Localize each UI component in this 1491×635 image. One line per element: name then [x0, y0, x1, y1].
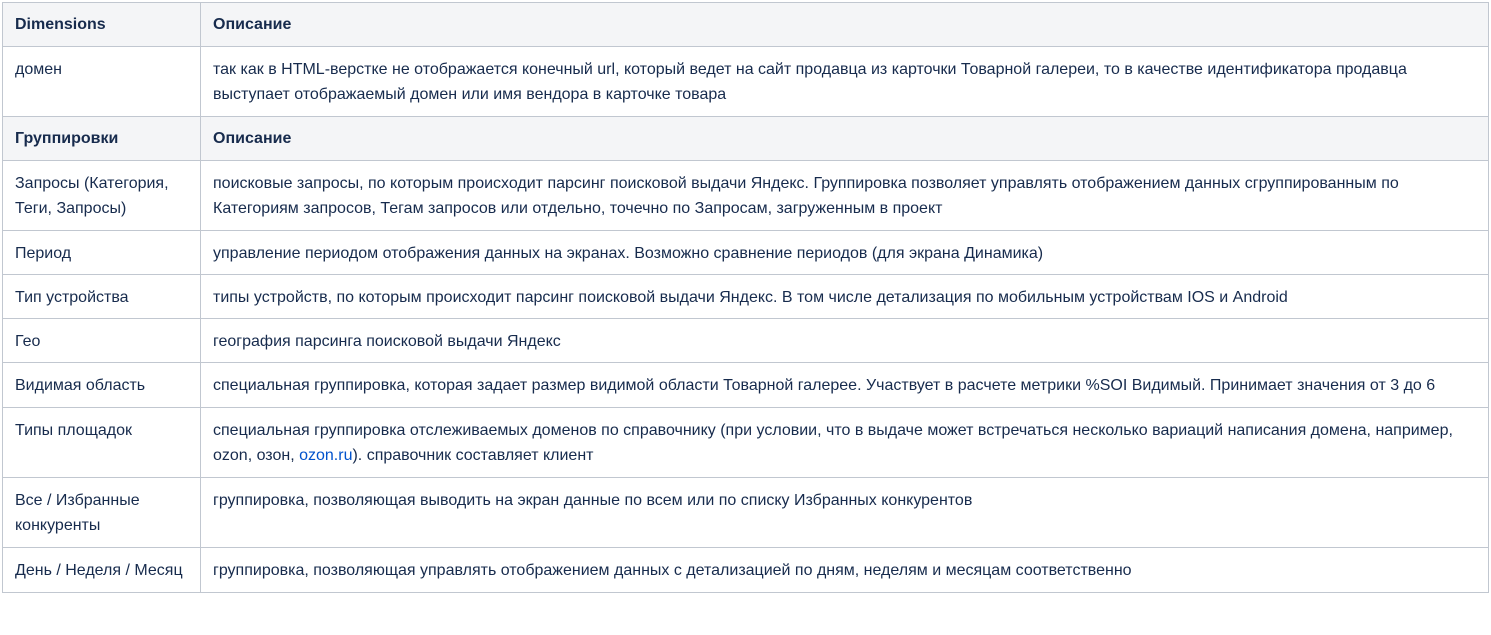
table-row	[3, 275, 1489, 319]
description-text: специальная группировка отслеживаемых доменов по справочнику (при условии, что в выдаче может встречаться несколько вариаций написания домена, например, ozon, озон,	[213, 422, 1453, 464]
table-row	[3, 231, 1489, 275]
row-name-cell: домен	[3, 47, 201, 117]
table-row	[3, 548, 1489, 593]
row-name-cell: Тип устройства	[3, 275, 201, 319]
header-cell-dimensions: Dimensions	[3, 3, 201, 47]
table-row	[3, 161, 1489, 231]
table-row	[3, 47, 1489, 117]
row-description-cell: география парсинга поисковой выдачи Яндекс	[201, 319, 1489, 363]
table-row	[3, 363, 1489, 408]
row-name-cell: Типы площадок	[3, 408, 201, 478]
header-row-groupings	[3, 117, 1489, 161]
row-description-cell: группировка, позволяющая управлять отображением данных с детализацией по дням, неделям и месяцам соответственно	[201, 548, 1489, 593]
ozon-link[interactable]: ozon.ru	[299, 447, 353, 464]
header-cell-description: Описание	[201, 3, 1489, 47]
row-name-cell: Гео	[3, 319, 201, 363]
header-cell-groupings: Группировки	[3, 117, 201, 161]
row-name-cell: Запросы (Категория, Теги, Запросы)	[3, 161, 201, 231]
row-description-cell	[201, 408, 1489, 478]
row-description-cell: типы устройств, по которым происходит парсинг поисковой выдачи Яндекс. В том числе детализация по мобильным устройствам IOS и Android	[201, 275, 1489, 319]
table-row	[3, 319, 1489, 363]
table-row	[3, 408, 1489, 478]
content-wrapper	[2, 2, 1488, 593]
row-name-cell: Видимая область	[3, 363, 201, 408]
description-text: ). справочник составляет клиент	[352, 447, 594, 464]
row-description-cell: управление периодом отображения данных на экранах. Возможно сравнение периодов (для экрана Динамика)	[201, 231, 1489, 275]
dimensions-table	[2, 2, 1489, 593]
row-description-cell: поисковые запросы, по которым происходит парсинг поисковой выдачи Яндекс. Группировка позволяет управлять отображением данных сгруппированным по Категориям запросов, Тегам запросов или отдельно, точечно по Запросам, загруженным в проект	[201, 161, 1489, 231]
row-name-cell: День / Неделя / Месяц	[3, 548, 201, 593]
row-description-cell: специальная группировка, которая задает размер видимой области Товарной галерее. Участвует в расчете метрики %SOI Видимый. Принимает значения от 3 до 6	[201, 363, 1489, 408]
header-row-dimensions	[3, 3, 1489, 47]
row-description-cell: группировка, позволяющая выводить на экран данные по всем или по списку Избранных конкурентов	[201, 478, 1489, 548]
row-description-cell: так как в HTML-верстке не отображается конечный url, который ведет на сайт продавца из карточки Товарной галереи, то в качестве идентификатора продавца выступает отображаемый домен или имя вендора в карточке товара	[201, 47, 1489, 117]
row-name-cell: Период	[3, 231, 201, 275]
table-row	[3, 478, 1489, 548]
row-name-cell: Все / Избранные конкуренты	[3, 478, 201, 548]
header-cell-description: Описание	[201, 117, 1489, 161]
